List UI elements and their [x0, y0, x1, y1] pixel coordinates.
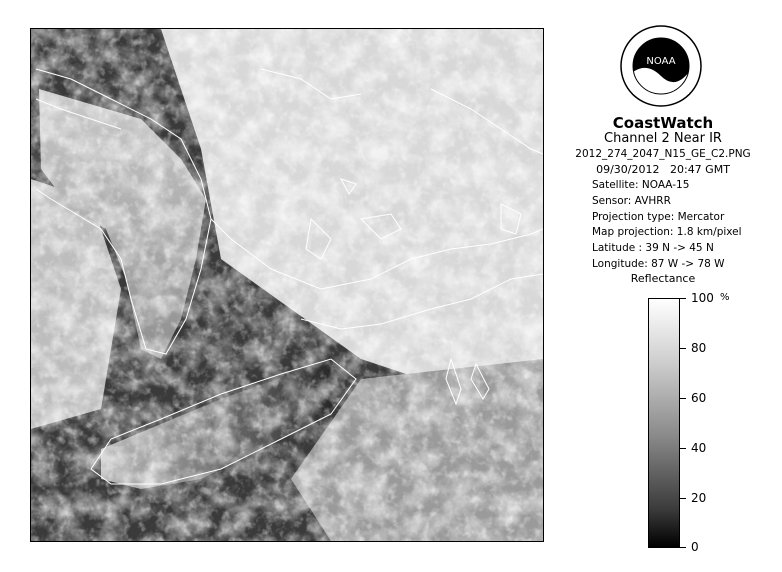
legend-tick-label: 100 [691, 291, 714, 305]
file-name: 2012_274_2047_N15_GE_C2.PNG [575, 148, 751, 160]
date-value: 09/30/2012 [596, 163, 660, 176]
app-title: CoastWatch [612, 114, 714, 132]
legend-tick-label: 80 [691, 341, 707, 355]
satellite-scene [31, 29, 543, 541]
legend-tick-label: 20 [691, 491, 707, 505]
legend-tick-label: 40 [691, 441, 707, 455]
longitude-label: Longitude: 87 W -> 78 W [592, 258, 725, 270]
date-time [560, 163, 766, 176]
legend-title: Reflectance [630, 272, 696, 285]
logo-center-text: NOAA [646, 56, 676, 67]
projection-type-label: Projection type: Mercator [592, 211, 725, 223]
time-value: 20:47 GMT [669, 163, 730, 176]
legend-unit: % [720, 292, 730, 303]
legend-tick [680, 398, 686, 399]
noaa-logo [619, 24, 703, 108]
satellite-image [30, 28, 544, 542]
map-projection-label: Map projection: 1.8 km/pixel [592, 226, 742, 238]
legend-tick [680, 498, 686, 499]
legend-tick [680, 448, 686, 449]
satellite-label: Satellite: NOAA-15 [592, 179, 690, 191]
info-panel [560, 20, 766, 560]
cumulus-texture [31, 29, 543, 541]
sensor-label: Sensor: AVHRR [592, 195, 671, 207]
reflectance-colorbar [648, 298, 680, 548]
legend-tick [680, 298, 686, 299]
latitude-label: Latitude : 39 N -> 45 N [592, 242, 714, 254]
legend-tick [680, 547, 686, 548]
legend-tick [680, 348, 686, 349]
legend-tick-label: 0 [691, 540, 699, 554]
channel-label: Channel 2 Near IR [604, 131, 722, 146]
legend-tick-label: 60 [691, 391, 707, 405]
